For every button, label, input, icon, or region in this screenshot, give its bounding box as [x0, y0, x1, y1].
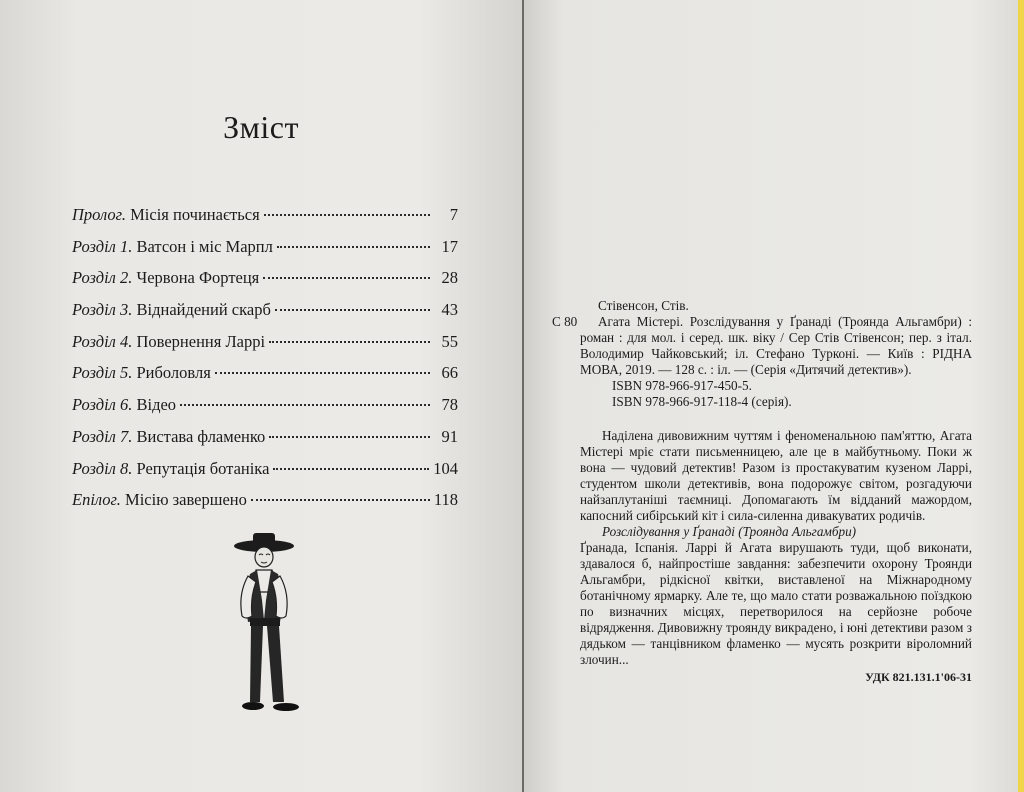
catalog-entry-block [552, 314, 972, 378]
toc-title: Зміст [223, 109, 299, 146]
annotation-text: Наділена дивовижним чуттям і феноменальною пам'яттю, Агата Містері мріє стати письменницею, але це в майбутньому. Поки ж вона — чудовий детектив! Разом із простакуватим кузеном Ларрі, студентом школи детективів, вона подорожує світом, розгадуючи найзаплутаніші таємниці. Допомагають їм відданий мажордом, капосний сибірський кіт і сила-силенна дивакуватих родичів. [580, 428, 972, 523]
toc-label [72, 300, 271, 320]
flamenco-dancer-illustration [226, 530, 308, 716]
toc-chapter-name: Ватсон і міс Марпл [136, 236, 273, 256]
toc-row-chapter-5 [72, 363, 458, 395]
toc-leader-dots [180, 404, 430, 406]
toc-kind: Розділ 8. [72, 458, 133, 478]
toc-chapter-name: Місію завершено [125, 490, 247, 510]
toc-chapter-name: Віднайдений скарб [136, 300, 271, 320]
toc-kind: Розділ 3. [72, 300, 133, 320]
toc-leader-dots [269, 341, 430, 343]
toc-label [72, 268, 259, 288]
toc-kind: Пролог. [72, 205, 126, 224]
toc-chapter-name: Місія починається [130, 205, 260, 224]
toc-leader-dots [275, 309, 430, 311]
toc-page-number: 78 [441, 395, 458, 415]
toc-row-chapter-4 [72, 332, 458, 364]
toc-page-number: 55 [441, 331, 458, 351]
toc-kind: Розділ 6. [72, 395, 133, 415]
toc-label [72, 363, 211, 383]
toc-leader-dots [264, 214, 430, 216]
bleed-through-text [614, 148, 617, 164]
toc-label [72, 427, 265, 447]
isbn-series: ISBN 978-966-917-118-4 (серія). [612, 394, 792, 409]
toc-page-number: 7 [449, 205, 458, 224]
isbn-book: ISBN 978-966-917-450-5. [612, 378, 752, 393]
toc-page-number: 118 [433, 490, 458, 510]
toc-kind: Розділ 1. [72, 236, 133, 256]
toc-page-number: 91 [441, 426, 458, 446]
toc-page-number: 17 [441, 236, 458, 256]
toc-row-chapter-6 [72, 395, 458, 427]
toc-leader-dots [263, 277, 430, 279]
udk-code: УДК 821.131.1'06-31 [865, 670, 972, 684]
toc-label [72, 205, 260, 225]
toc-leader-dots [269, 436, 430, 438]
annotation-title: Розслідування у Ґранаді (Троянда Альгамбри) [602, 524, 857, 539]
toc-chapter-name: Червона Фортеця [136, 268, 260, 288]
toc-label [72, 332, 265, 352]
toc-page-number: 66 [441, 363, 458, 383]
toc-page-number: 104 [433, 458, 458, 478]
toc-row-chapter-8 [72, 459, 458, 491]
toc-row-chapter-7 [72, 427, 458, 459]
toc-leader-dots [273, 468, 429, 470]
toc-kind: Розділ 2. [72, 268, 133, 288]
toc-chapter-name: Репутація ботаніка [136, 458, 270, 478]
toc-label [72, 490, 247, 510]
yellow-book-edge [1018, 0, 1024, 792]
toc-page-number: 28 [441, 268, 458, 288]
toc-page-number: 43 [441, 300, 458, 320]
catalog-code: С 80 [552, 314, 578, 329]
catalog-card [552, 298, 972, 685]
toc-row-chapter-2 [72, 268, 458, 300]
toc-kind: Розділ 4. [72, 331, 133, 351]
toc-row-chapter-3 [72, 300, 458, 332]
toc-label [72, 459, 269, 479]
toc-leader-dots [215, 372, 430, 374]
toc-kind: Епілог. [72, 490, 121, 510]
toc-row-prologue [72, 205, 458, 237]
toc-chapter-name: Вистава фламенко [136, 426, 266, 446]
toc-kind: Розділ 7. [72, 426, 133, 446]
toc-label [72, 395, 176, 415]
toc-kind: Розділ 5. [72, 363, 133, 383]
toc-chapter-name: Відео [136, 395, 177, 415]
toc-row-epilogue [72, 490, 458, 522]
toc-chapter-name: Риболовля [136, 363, 211, 383]
toc-chapter-name: Повернення Ларрі [136, 331, 266, 351]
toc-leader-dots [251, 499, 430, 501]
table-of-contents [72, 205, 458, 522]
catalog-entry: Агата Містері. Розслідування у Ґранаді (Троянда Альгамбри) : роман : для мол. і серед. шк. віку / Сер Стів Стівенсон; пер. з італ. Володимир Чайковський; іл. Стефано Турконі. — Київ : РІДНА МОВА, 2019. — 128 с. : іл. — (Серія «Дитячий детектив»). [580, 314, 972, 377]
toc-row-chapter-1 [72, 237, 458, 269]
annotation-plot-text: Ґранада, Іспанія. Ларрі й Агата вирушають туди, щоб виконати, здавалося б, найпростіше завдання: забезпечити охорону Троянди Альгамбри, рідкісної квітки, виставленої на Міжнародному ботанічному ярмарку. Але те, що мало стати розважальною поїздкою по визначних місцях, перетворилося на серйозне робоче відрядження. Дивовижну троянду викрадено, і юні детективи разом з дядьком — танцівником фламенко — мусять розкрити віроломний злочин... [580, 540, 972, 667]
toc-leader-dots [277, 246, 430, 248]
toc-label [72, 237, 273, 257]
catalog-author: Стівенсон, Стів. [598, 298, 689, 313]
